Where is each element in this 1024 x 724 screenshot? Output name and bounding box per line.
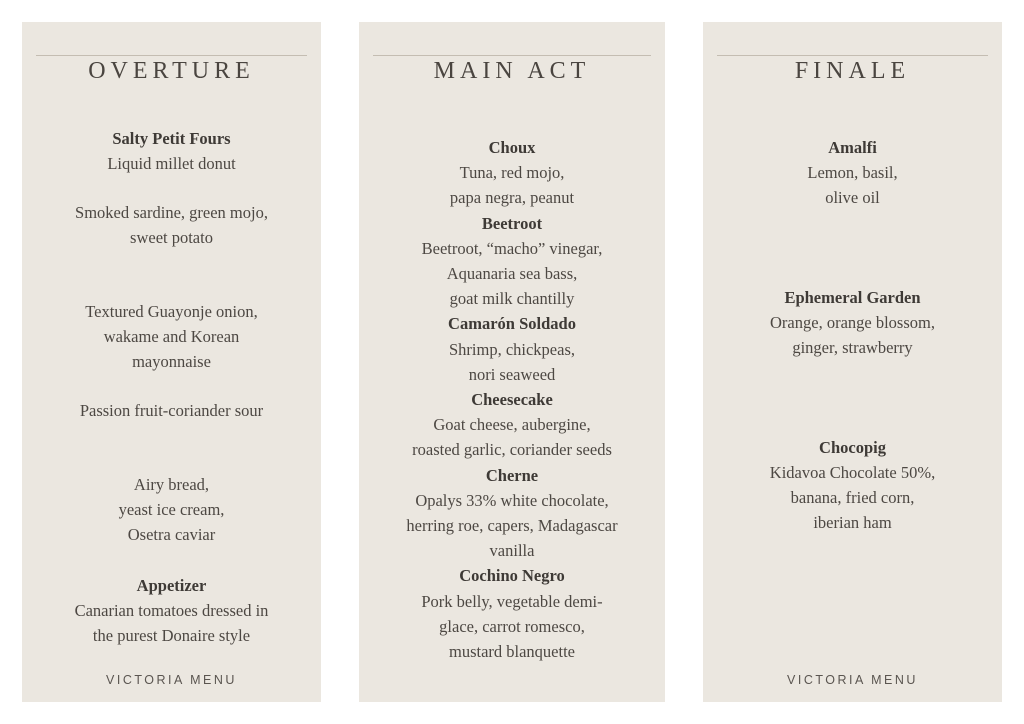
dish-description: Airy bread, [133, 475, 210, 494]
dish-description: nori seaweed [468, 365, 556, 384]
dish-description: Smoked sardine, green mojo, [75, 203, 268, 222]
dish-description: Kidavoa Chocolate 50%, [769, 463, 936, 482]
dish-description: Passion fruit-coriander sour [79, 401, 264, 420]
menu-card-finale [703, 22, 1002, 702]
dish-title: Ephemeral Garden [784, 288, 921, 307]
section-heading: FINALE [794, 58, 911, 84]
dish-description: mustard blanquette [448, 642, 575, 661]
dish-description: Opalys 33% white chocolate, [415, 491, 609, 510]
dish-description: Pork belly, vegetable demi- [421, 592, 603, 611]
top-rule [717, 55, 988, 56]
dish-title: Beetroot [481, 214, 543, 233]
menu-card-overture [22, 22, 321, 702]
dish-description: Goat cheese, aubergine, [433, 415, 591, 434]
dish-description: Tuna, red mojo, [459, 163, 565, 182]
dish-description: herring roe, capers, Madagascar [406, 516, 618, 535]
dish-description: papa negra, peanut [449, 188, 575, 207]
dish-description: goat milk chantilly [449, 289, 575, 308]
dish-description: roasted garlic, coriander seeds [412, 440, 612, 459]
section-heading: OVERTURE [88, 58, 255, 84]
dish-title: Cheesecake [471, 390, 553, 409]
dish-title: Cherne [485, 466, 539, 485]
dish-description: mayonnaise [132, 352, 211, 371]
dish-description: wakame and Korean [103, 327, 240, 346]
menu-footer: VICTORIA MENU [106, 673, 237, 687]
dish-title: Appetizer [136, 576, 207, 595]
dish-description: Textured Guayonje onion, [85, 302, 258, 321]
section-heading: MAIN ACT [433, 58, 591, 84]
dish-description: banana, fried corn, [790, 488, 915, 507]
dish-description: olive oil [825, 188, 880, 207]
dish-title: Camarón Soldado [448, 314, 576, 333]
dish-description: iberian ham [813, 513, 892, 532]
dish-description: sweet potato [130, 228, 213, 247]
dish-description: Lemon, basil, [807, 163, 898, 182]
dish-description: the purest Donaire style [92, 626, 251, 645]
top-rule [373, 55, 651, 56]
menu-footer: VICTORIA MENU [787, 673, 918, 687]
dish-title: Cochino Negro [459, 566, 565, 585]
dish-description: Liquid millet donut [107, 154, 236, 173]
dish-description: Shrimp, chickpeas, [448, 340, 575, 359]
dish-title: Salty Petit Fours [112, 129, 231, 148]
dish-title: Chocopig [819, 438, 886, 457]
dish-description: ginger, strawberry [792, 338, 913, 357]
dish-description: glace, carrot romesco, [439, 617, 585, 636]
dish-description: Aquanaria sea bass, [446, 264, 578, 283]
menu-card-main-act [359, 22, 665, 702]
dish-title: Choux [488, 138, 536, 157]
dish-description: Beetroot, “macho” vinegar, [421, 239, 603, 258]
dish-description: yeast ice cream, [118, 500, 225, 519]
dish-description: Canarian tomatoes dressed in [74, 601, 269, 620]
dish-description: Osetra caviar [127, 525, 216, 544]
dish-description: vanilla [489, 541, 535, 560]
top-rule [36, 55, 307, 56]
dish-description: Orange, orange blossom, [770, 313, 935, 332]
dish-title: Amalfi [828, 138, 877, 157]
